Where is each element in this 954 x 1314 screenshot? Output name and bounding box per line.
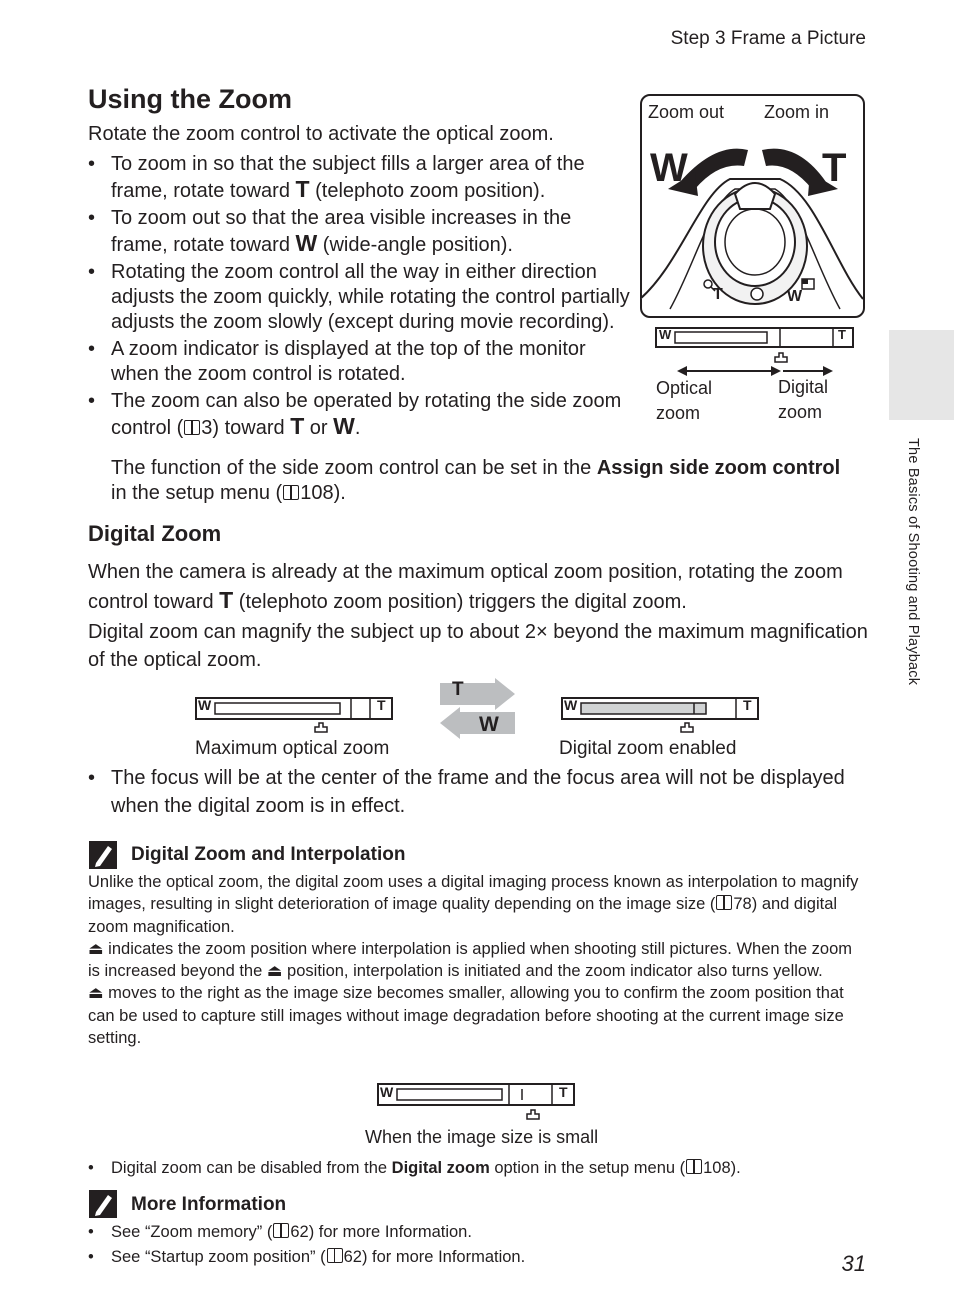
note-icon (88, 840, 118, 875)
list-item: • The focus will be at the center of the frame and the focus area will not be displayed when the digital zoom is in effect. (88, 764, 868, 820)
bar-w-label: W (198, 697, 212, 713)
book-icon (327, 1248, 343, 1263)
chapter-tab-label: The Basics of Shooting and Playback (905, 438, 921, 686)
zoom-indicator-figure (655, 327, 855, 437)
book-icon (283, 485, 299, 500)
pencil-icon (88, 840, 118, 870)
tele-arrow-label: T (452, 679, 464, 700)
running-header: Step 3 Frame a Picture (670, 28, 866, 49)
tele-t-icon: T (822, 146, 847, 190)
digital-zoom-diagram (195, 678, 765, 768)
list-item: • Rotating the zoom control all the way in either direction adjusts the zoom quickly, while rotating the control partially adjusts the zoom slowly (except during movie recording). (88, 260, 633, 335)
bar-w-label: W (659, 327, 672, 342)
bar-t-label: T (743, 697, 752, 713)
note-title: Digital Zoom and Interpolation (131, 844, 406, 865)
small-t-label: T (713, 286, 723, 303)
book-icon (686, 1159, 702, 1174)
page-number: 31 (841, 1251, 866, 1276)
bar-w-label: W (380, 1084, 394, 1100)
interpolation-mark-icon: ⏏ (88, 939, 104, 958)
list-item: • See “Startup zoom position” ( 62) for more Information. (88, 1246, 868, 1269)
list-item: • Digital zoom can be disabled from the Digital zoom option in the setup menu ( 108). (88, 1157, 868, 1180)
digital-zoom-paragraph-2: Digital zoom can magnify the subject up to about 2× beyond the maximum magnification of the optical zoom. (88, 621, 868, 671)
digital-enabled-caption: Digital zoom enabled (559, 738, 737, 759)
bar-t-label: T (377, 697, 386, 713)
zoom-out-label: Zoom out (648, 102, 725, 122)
max-optical-caption: Maximum optical zoom (195, 738, 390, 759)
zoom-control-illustration (640, 94, 866, 319)
more-info-list (88, 1221, 868, 1271)
zoom-in-label: Zoom in (764, 102, 830, 122)
subsection-title: Digital Zoom (88, 521, 222, 546)
list-item: • To zoom out so that the area visible increases in the frame, rotate toward W (wide-angle position). (88, 206, 633, 258)
focus-bullet-list (88, 764, 868, 822)
note-bullets (88, 1157, 868, 1182)
list-item: • The zoom can also be operated by rotating the side zoom control ( 3) toward T or W. (88, 389, 631, 441)
book-icon (716, 895, 732, 910)
interpolation-mark-icon: ⏏ (266, 962, 283, 981)
list-item: • To zoom in so that the subject fills a larger area of the frame, rotate toward T (telephoto zoom position). (88, 152, 633, 204)
pencil-icon (88, 1189, 118, 1219)
wide-w-icon: W (650, 146, 688, 190)
bar-t-label: T (838, 327, 846, 342)
note-title: More Information (131, 1194, 287, 1215)
note-body: Unlike the optical zoom, the digital zoom uses a digital imaging process known as interpolation to magnify images, resulting in slight deterioration of image quality depending on the image size ( 78) and digital zoom magnification. ⏏ indicates the zoom position where interpolation is applied when shooting still pictures. When the zoom is increased beyond the ⏏ position, interpolation is initiated and the zoom indicator also turns yellow. ⏏ moves to the right as the image size becomes smaller, allowing you to confirm the zoom position that can be used to capture still images without image degradation before shooting at the current image size setting. (88, 873, 859, 1048)
book-icon (273, 1223, 289, 1238)
zoom-bar-graphic (655, 327, 855, 377)
bar-w-label: W (564, 697, 578, 713)
interpolation-mark-icon: ⏏ (88, 984, 104, 1003)
section-title: Using the Zoom (88, 84, 292, 114)
book-icon (184, 420, 200, 435)
digital-zoom-label: Digital zoom (778, 377, 829, 422)
digital-zoom-paragraph-1: When the camera is already at the maximum optical zoom position, rotating the zoom control toward T (telephoto zoom position) triggers the digital zoom. (88, 561, 843, 613)
bar-t-label: T (559, 1084, 568, 1100)
chapter-tab (889, 330, 954, 420)
tele-letter-icon: T (295, 176, 310, 202)
small-w-label: W (787, 288, 803, 305)
small-size-zoom-bar (377, 1083, 577, 1123)
zoom-lever-illustration (640, 94, 866, 319)
intro-text: Rotate the zoom control to activate the optical zoom. (88, 123, 554, 145)
list-item: • See “Zoom memory” ( 62) for more Information. (88, 1221, 868, 1244)
zoom-bar-graphic (377, 1083, 577, 1123)
note-icon (88, 1189, 118, 1224)
wide-letter-icon: W (295, 230, 318, 256)
optical-zoom-label: Optical zoom (656, 378, 713, 423)
list-item: • A zoom indicator is displayed at the top of the monitor when the zoom control is rotated. (88, 337, 633, 387)
wide-arrow-label: W (479, 713, 499, 736)
side-zoom-note: The function of the side zoom control can be set in the Assign side zoom control in the setup menu ( 108). (111, 457, 841, 504)
zoom-bullets (88, 152, 633, 443)
small-size-caption: When the image size is small (365, 1127, 599, 1147)
